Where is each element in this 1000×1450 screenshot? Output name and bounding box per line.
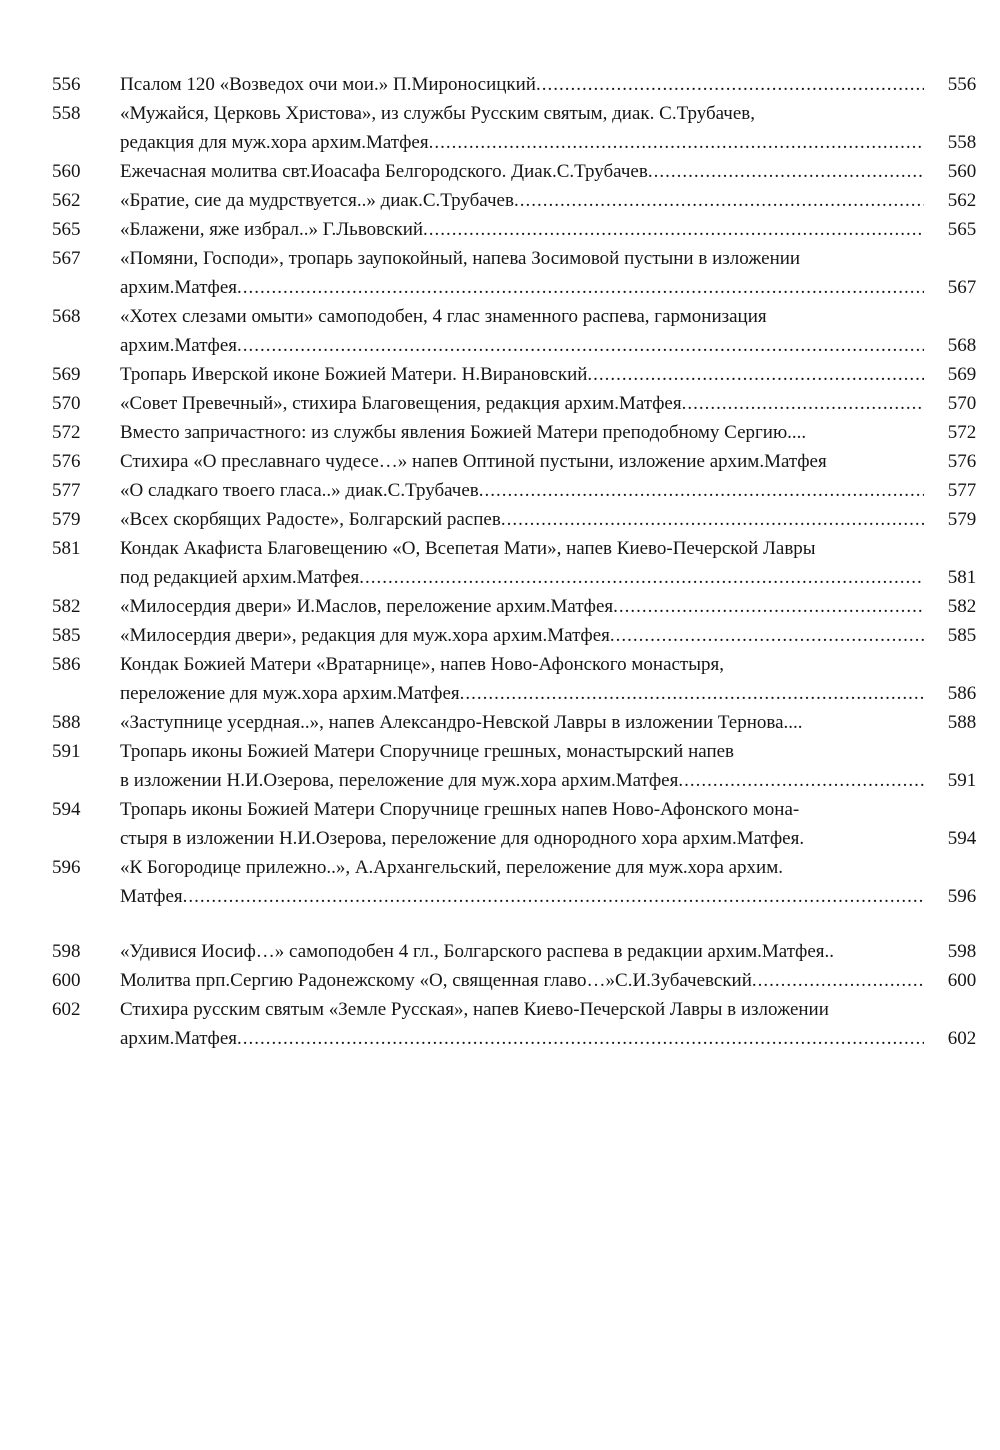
toc-entry bbox=[0, 476, 1000, 505]
title-line bbox=[120, 592, 924, 621]
entry-number: 562 bbox=[52, 190, 81, 211]
page-number: 591 bbox=[947, 770, 977, 791]
page-number: 572 bbox=[947, 422, 977, 443]
title-text: в изложении Н.И.Озерова, переложение для муж.хора архим.Матфея bbox=[120, 770, 679, 791]
title-text: архим.Матфея bbox=[120, 277, 237, 298]
title-text: «Заступнице усердная..», напев Александро-Невской Лавры в изложении Тернова.... bbox=[120, 712, 803, 733]
entry-number: 560 bbox=[52, 161, 81, 182]
entry-title bbox=[112, 186, 924, 215]
title-text: редакция для муж.хора архим.Матфея bbox=[120, 132, 429, 153]
dot-leader bbox=[752, 966, 924, 995]
toc-entry bbox=[0, 966, 1000, 995]
title-line bbox=[120, 1024, 924, 1053]
entry-number: 602 bbox=[52, 999, 81, 1020]
title-line bbox=[120, 389, 924, 418]
page-number: 558 bbox=[947, 132, 977, 153]
dot-leader bbox=[237, 1024, 924, 1053]
entry-title bbox=[112, 360, 924, 389]
entry-number: 582 bbox=[52, 596, 81, 617]
dot-leader bbox=[682, 389, 924, 418]
entry-number: 558 bbox=[52, 103, 81, 124]
entry-number: 586 bbox=[52, 654, 81, 675]
title-line bbox=[120, 157, 924, 186]
page-number: 594 bbox=[947, 828, 977, 849]
toc-entry bbox=[0, 70, 1000, 99]
title-text: «О сладкаго твоего гласа..» диак.С.Трубачев bbox=[120, 480, 479, 501]
toc-entry bbox=[0, 99, 1000, 157]
entry-number: 588 bbox=[52, 712, 81, 733]
title-line bbox=[120, 302, 924, 331]
entry-title bbox=[112, 621, 924, 650]
page-number: 565 bbox=[947, 219, 977, 240]
entry-number: 591 bbox=[52, 741, 81, 762]
title-text: Вместо запричастного: из службы явления Божией Матери преподобному Сергию.... bbox=[120, 422, 807, 443]
entry-title bbox=[112, 447, 924, 476]
entry-title bbox=[112, 995, 924, 1053]
dot-leader bbox=[237, 273, 924, 302]
entry-title bbox=[112, 650, 924, 708]
dot-leader bbox=[479, 476, 924, 505]
entry-title bbox=[112, 937, 924, 966]
entry-title bbox=[112, 853, 924, 911]
entry-number: 596 bbox=[52, 857, 81, 878]
title-line bbox=[120, 737, 924, 766]
entry-number: 568 bbox=[52, 306, 81, 327]
title-text: под редакцией архим.Матфея bbox=[120, 567, 360, 588]
page-number: 576 bbox=[947, 451, 977, 472]
toc-entry bbox=[0, 157, 1000, 186]
entry-number: 585 bbox=[52, 625, 81, 646]
title-line bbox=[120, 966, 924, 995]
toc-entry bbox=[0, 795, 1000, 853]
title-text: Тропарь иконы Божией Матери Споручнице грешных, монастырский напев bbox=[120, 741, 735, 762]
entry-number: 556 bbox=[52, 74, 81, 95]
entry-title bbox=[112, 70, 924, 99]
page-number: 582 bbox=[947, 596, 977, 617]
entry-number: 598 bbox=[52, 941, 81, 962]
entry-title bbox=[112, 534, 924, 592]
title-text: Кондак Божией Матери «Вратарнице», напев Ново-Афонского монастыря, bbox=[120, 654, 724, 675]
entry-title bbox=[112, 592, 924, 621]
toc-entry bbox=[0, 650, 1000, 708]
entry-title bbox=[112, 795, 924, 853]
page-number: 570 bbox=[947, 393, 977, 414]
title-line bbox=[120, 360, 924, 389]
dot-leader bbox=[678, 766, 924, 795]
entry-title bbox=[112, 476, 924, 505]
title-line bbox=[120, 418, 924, 447]
dot-leader bbox=[613, 592, 924, 621]
title-text: «Удивися Иосиф…» самоподобен 4 гл., Болгарского распева в редакции архим.Матфея.. bbox=[120, 941, 835, 962]
title-text: «Хотех слезами омыти» самоподобен, 4 глас знаменного распева, гармонизация bbox=[120, 306, 767, 327]
page-number: 602 bbox=[947, 1028, 977, 1049]
title-text: Ежечасная молитва свт.Иоасафа Белгородского. Диак.С.Трубачев bbox=[120, 161, 648, 182]
page-number: 586 bbox=[947, 683, 977, 704]
page-number: 569 bbox=[947, 364, 977, 385]
entry-title bbox=[112, 244, 924, 302]
title-text: «К Богородице прилежно..», А.Архангельский, переложение для муж.хора архим. bbox=[120, 857, 783, 878]
title-line bbox=[120, 621, 924, 650]
page-number: 581 bbox=[947, 567, 977, 588]
dot-leader bbox=[648, 157, 924, 186]
title-text: Тропарь Иверской иконе Божией Матери. Н.Вирановский bbox=[120, 364, 588, 385]
toc-entry bbox=[0, 534, 1000, 592]
entry-title bbox=[112, 505, 924, 534]
page-number: 562 bbox=[947, 190, 977, 211]
toc-entry bbox=[0, 621, 1000, 650]
title-line bbox=[120, 534, 924, 563]
toc-entry bbox=[0, 447, 1000, 476]
entry-number: 577 bbox=[52, 480, 81, 501]
page-number: 577 bbox=[947, 480, 977, 501]
title-text: «Милосердия двери», редакция для муж.хора архим.Матфея bbox=[120, 625, 610, 646]
entry-number: 572 bbox=[52, 422, 81, 443]
title-line bbox=[120, 679, 924, 708]
dot-leader bbox=[610, 621, 924, 650]
dot-leader bbox=[237, 331, 924, 360]
page-number: 579 bbox=[947, 509, 977, 530]
title-line bbox=[120, 882, 924, 911]
title-line bbox=[120, 650, 924, 679]
title-text: «Братие, сие да мудрствуется..» диак.С.Трубачев bbox=[120, 190, 514, 211]
entry-number: 581 bbox=[52, 538, 81, 559]
entry-number: 570 bbox=[52, 393, 81, 414]
entry-title bbox=[112, 966, 924, 995]
title-text: «Милосердия двери» И.Маслов, переложение архим.Матфея bbox=[120, 596, 614, 617]
title-line bbox=[120, 447, 924, 476]
entry-title bbox=[112, 215, 924, 244]
toc-entry bbox=[0, 995, 1000, 1053]
title-text: «Блажени, яже избрал..» Г.Львовский bbox=[120, 219, 424, 240]
page-number: 596 bbox=[947, 886, 977, 907]
toc-entry bbox=[0, 302, 1000, 360]
toc-entry bbox=[0, 360, 1000, 389]
toc-entry bbox=[0, 244, 1000, 302]
page-number: 568 bbox=[947, 335, 977, 356]
title-text: Молитва прп.Сергию Радонежскому «О, священная главо…»С.И.Зубачевский bbox=[120, 970, 752, 991]
entry-number: 600 bbox=[52, 970, 81, 991]
title-text: «Мужайся, Церковь Христова», из службы Русским святым, диак. С.Трубачев, bbox=[120, 103, 755, 124]
page-number: 598 bbox=[947, 941, 977, 962]
title-line bbox=[120, 995, 924, 1024]
page-number: 585 bbox=[947, 625, 977, 646]
page-number: 556 bbox=[947, 74, 977, 95]
title-text: архим.Матфея bbox=[120, 335, 237, 356]
entry-title bbox=[112, 418, 924, 447]
toc-entry bbox=[0, 592, 1000, 621]
title-line bbox=[120, 273, 924, 302]
toc-entry bbox=[0, 389, 1000, 418]
dot-leader bbox=[423, 215, 924, 244]
entry-title bbox=[112, 157, 924, 186]
dot-leader bbox=[429, 128, 924, 157]
entry-number: 576 bbox=[52, 451, 81, 472]
title-text: «Помяни, Господи», тропарь заупокойный, напева Зосимовой пустыни в изложении bbox=[120, 248, 801, 269]
title-text: Матфея bbox=[120, 886, 183, 907]
title-line bbox=[120, 766, 924, 795]
entry-title bbox=[112, 302, 924, 360]
title-line bbox=[120, 70, 924, 99]
title-line bbox=[120, 476, 924, 505]
title-line bbox=[120, 853, 924, 882]
title-text: Стихира «О преславнаго чудесе…» напев Оптиной пустыни, изложение архим.Матфея bbox=[120, 451, 827, 472]
title-line bbox=[120, 128, 924, 157]
toc-entry bbox=[0, 505, 1000, 534]
entry-number: 567 bbox=[52, 248, 81, 269]
entry-title bbox=[112, 737, 924, 795]
title-line bbox=[120, 99, 924, 128]
toc-entry bbox=[0, 418, 1000, 447]
title-text: Тропарь иконы Божией Матери Споручнице грешных напев Ново-Афонского мона- bbox=[120, 799, 800, 820]
entry-number: 569 bbox=[52, 364, 81, 385]
title-text: архим.Матфея bbox=[120, 1028, 237, 1049]
title-line bbox=[120, 563, 924, 592]
entry-title bbox=[112, 389, 924, 418]
page-number: 567 bbox=[947, 277, 977, 298]
title-line bbox=[120, 795, 924, 824]
page-number: 588 bbox=[947, 712, 977, 733]
title-text: Кондак Акафиста Благовещению «О, Всепетая Мати», напев Киево-Печерской Лавры bbox=[120, 538, 816, 559]
title-text: переложение для муж.хора архим.Матфея bbox=[120, 683, 460, 704]
dot-leader bbox=[501, 505, 924, 534]
title-line bbox=[120, 937, 924, 966]
table-of-contents bbox=[0, 70, 1000, 1053]
toc-entry bbox=[0, 708, 1000, 737]
toc-entry bbox=[0, 186, 1000, 215]
title-text: Псалом 120 «Возведох очи мои.» П.Мироносицкий bbox=[120, 74, 536, 95]
entry-title bbox=[112, 99, 924, 157]
title-line bbox=[120, 824, 924, 853]
title-line bbox=[120, 331, 924, 360]
page-number: 600 bbox=[947, 970, 977, 991]
title-text: «Всех скорбящих Радосте», Болгарский распев bbox=[120, 509, 501, 530]
dot-leader bbox=[460, 679, 924, 708]
page-number: 560 bbox=[947, 161, 977, 182]
title-line bbox=[120, 505, 924, 534]
title-line bbox=[120, 186, 924, 215]
title-line bbox=[120, 708, 924, 737]
entry-number: 565 bbox=[52, 219, 81, 240]
title-text: стыря в изложении Н.И.Озерова, переложение для однородного хора архим.Матфея. bbox=[120, 828, 805, 849]
toc-entry bbox=[0, 215, 1000, 244]
entry-number: 579 bbox=[52, 509, 81, 530]
entry-number: 594 bbox=[52, 799, 81, 820]
entry-title bbox=[112, 708, 924, 737]
title-text: «Совет Превечный», стихира Благовещения, редакция архим.Матфея bbox=[120, 393, 682, 414]
section-gap bbox=[0, 911, 1000, 937]
title-text: Стихира русским святым «Земле Русская», напев Киево-Печерской Лавры в изложении bbox=[120, 999, 829, 1020]
toc-entry bbox=[0, 853, 1000, 911]
toc-entry bbox=[0, 937, 1000, 966]
dot-leader bbox=[514, 186, 924, 215]
dot-leader bbox=[587, 360, 924, 389]
dot-leader bbox=[536, 70, 924, 99]
toc-entry bbox=[0, 737, 1000, 795]
dot-leader bbox=[359, 563, 924, 592]
title-line bbox=[120, 215, 924, 244]
title-line bbox=[120, 244, 924, 273]
dot-leader bbox=[183, 882, 924, 911]
